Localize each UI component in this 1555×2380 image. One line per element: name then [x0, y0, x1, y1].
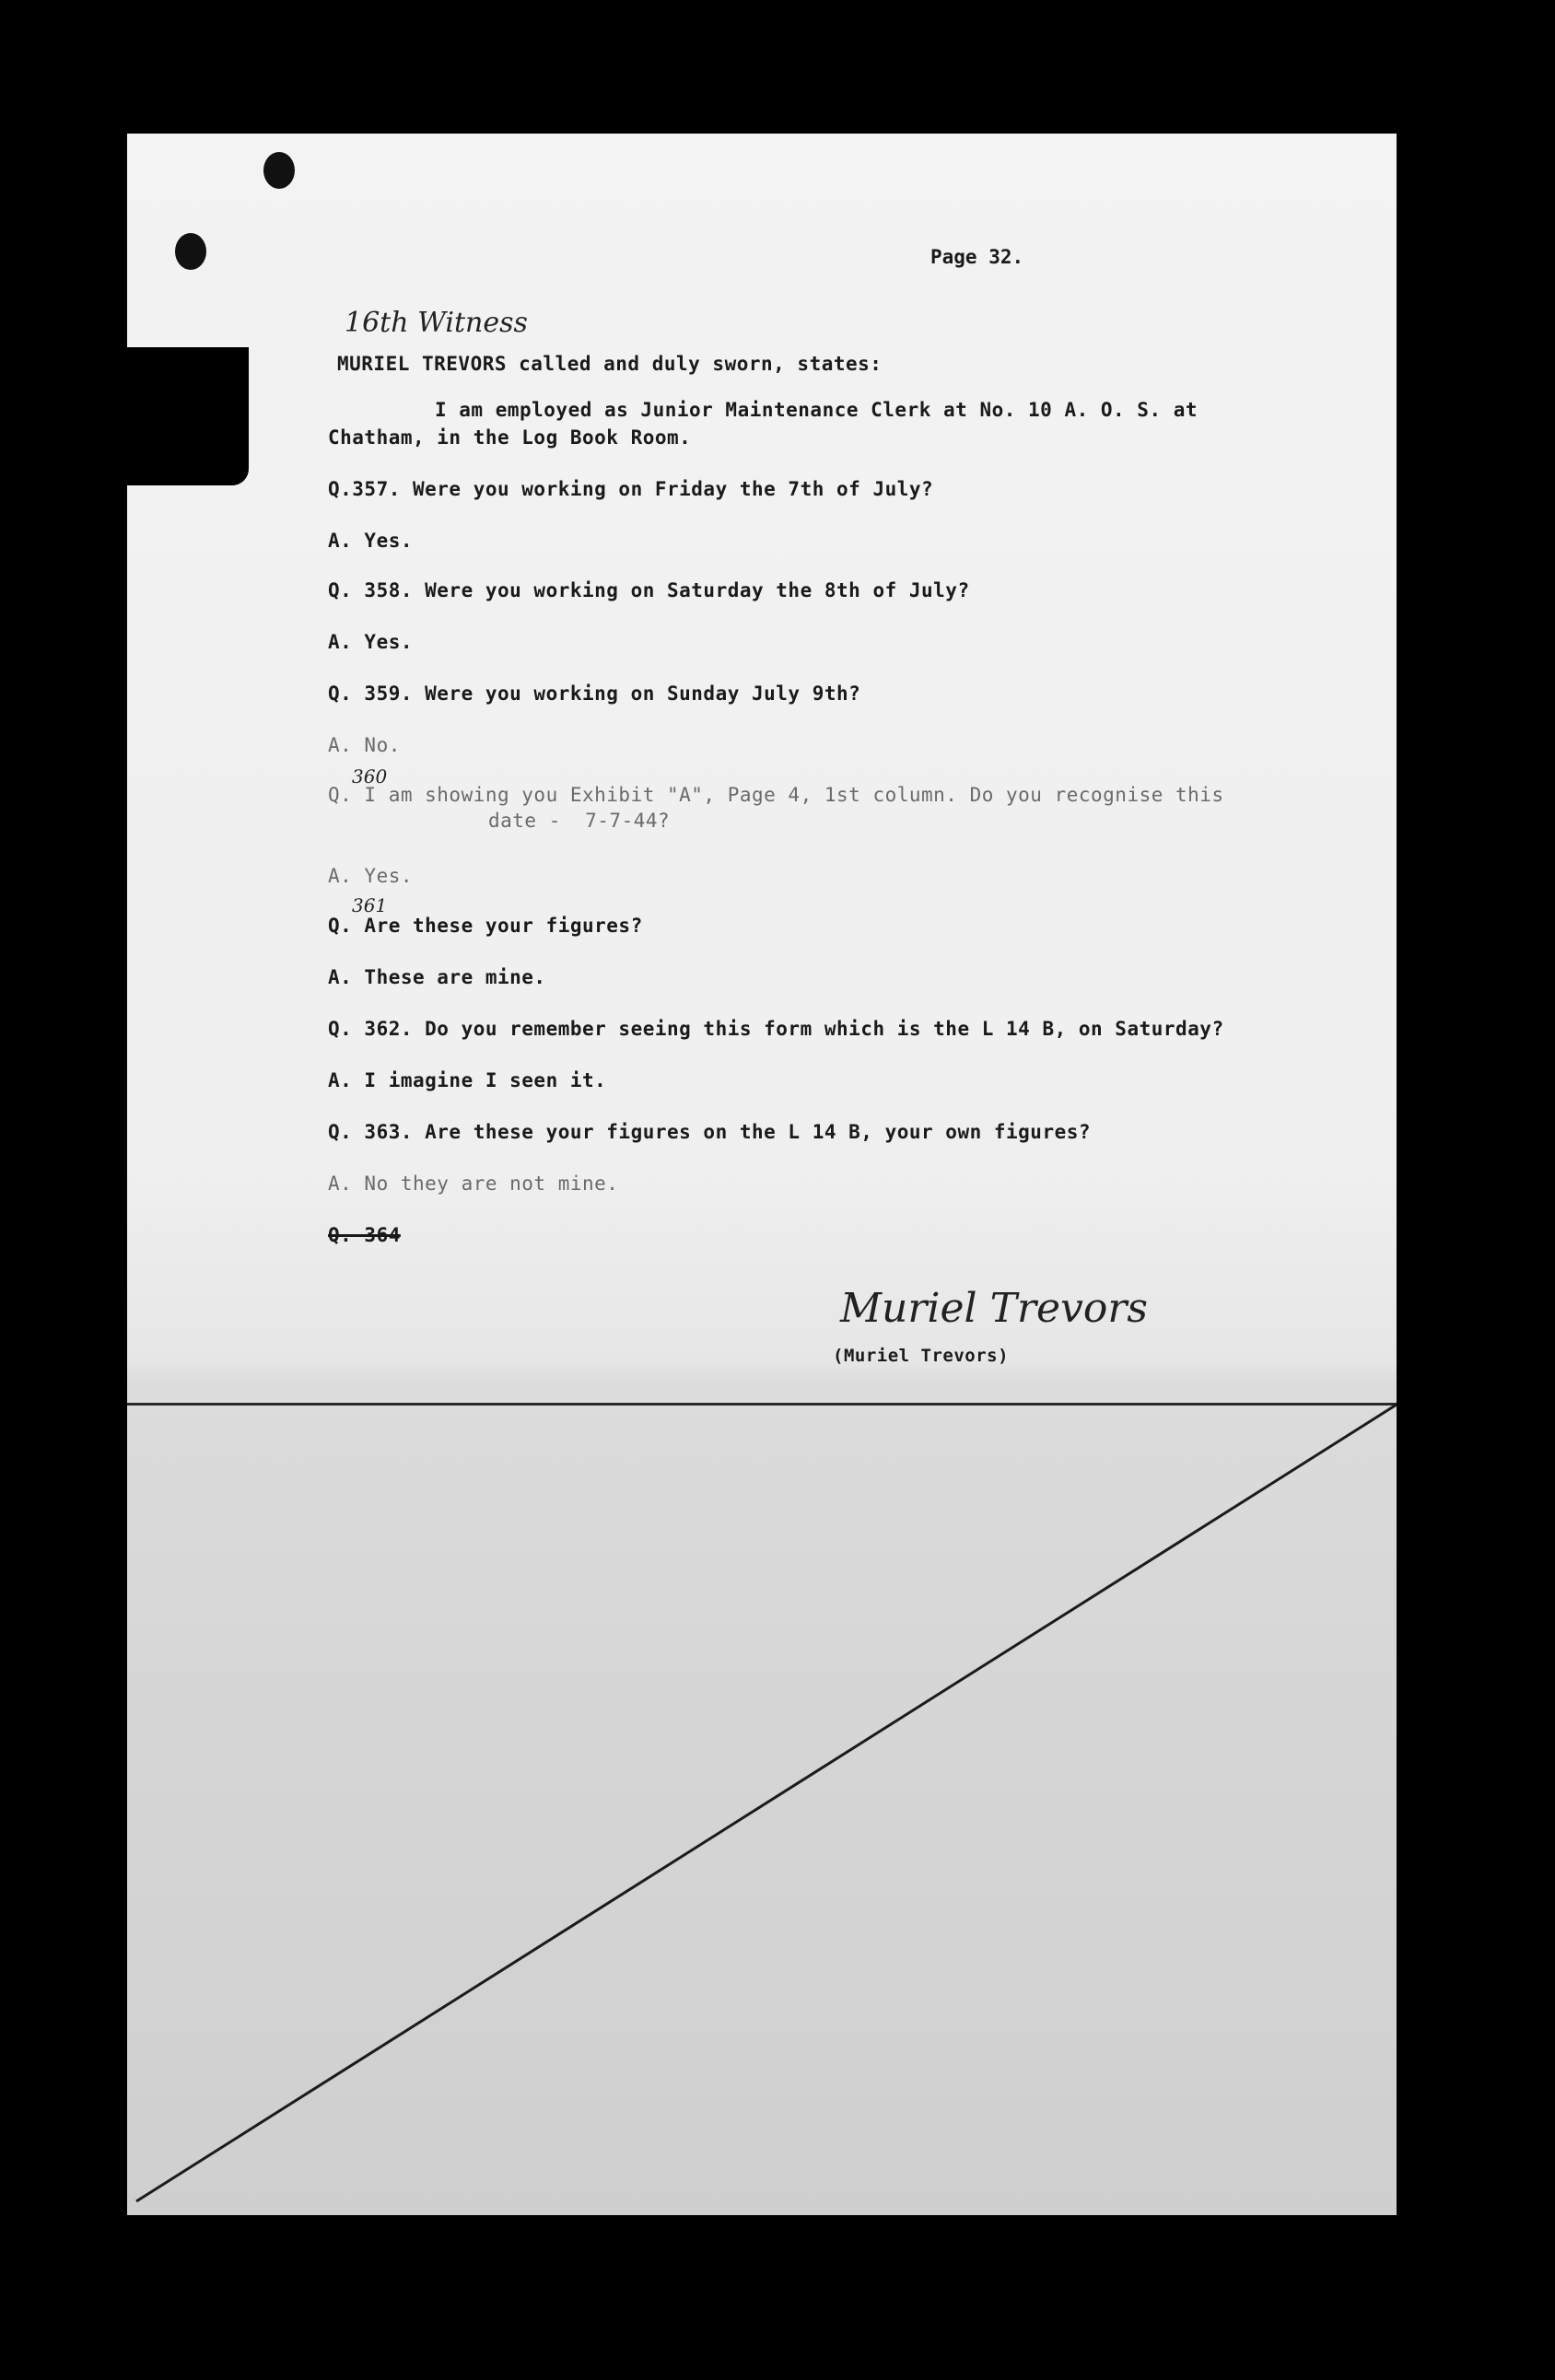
question-361: Q. Are these your figures?	[328, 915, 643, 937]
witness-note: 16th Witness	[345, 307, 528, 339]
signature-caption: (Muriel Trevors)	[833, 1346, 1010, 1366]
answer-357: A. Yes.	[328, 530, 414, 552]
statement-line-1: I am employed as Junior Maintenance Clerk at No. 10 A. O. S. at	[435, 399, 1198, 421]
question-361-number: 361	[352, 894, 388, 916]
signature: Muriel Trevors	[840, 1285, 1148, 1332]
answer-358: A. Yes.	[328, 631, 414, 653]
question-359: Q. 359. Were you working on Sunday July 9th?	[328, 682, 861, 705]
intro-line: MURIEL TREVORS called and duly sworn, states:	[337, 353, 883, 375]
answer-360: A. Yes.	[328, 865, 414, 887]
answer-363: A. No they are not mine.	[328, 1172, 619, 1195]
question-363: Q. 363. Are these your figures on the L 14 B, your own figures?	[328, 1121, 1092, 1143]
page-number: Page 32.	[930, 246, 1024, 268]
question-360-number: 360	[352, 765, 388, 788]
answer-361: A. These are mine.	[328, 966, 546, 988]
answer-362: A. I imagine I seen it.	[328, 1069, 607, 1091]
cancel-diagonal-line	[127, 134, 1397, 2215]
question-358: Q. 358. Were you working on Saturday the 8th of July?	[328, 579, 970, 601]
question-357: Q.357. Were you working on Friday the 7th of July?	[328, 478, 934, 500]
question-362: Q. 362. Do you remember seeing this form which is the L 14 B, on Saturday?	[328, 1018, 1224, 1040]
document-page	[127, 134, 1397, 2215]
question-360-line-2: date - 7-7-44?	[488, 810, 671, 832]
answer-359: A. No.	[328, 734, 401, 756]
question-360-line-1: Q. I am showing you Exhibit "A", Page 4, 1st column. Do you recognise this	[328, 784, 1224, 806]
statement-line-2: Chatham, in the Log Book Room.	[328, 426, 692, 449]
struck-question-364: Q. 364	[328, 1224, 401, 1246]
